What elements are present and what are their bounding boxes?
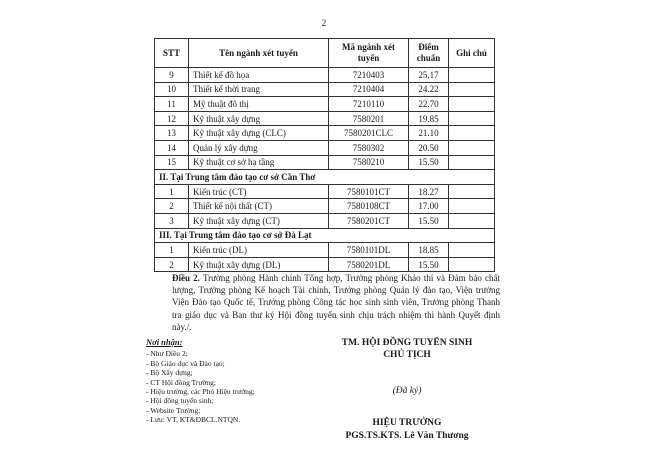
recipients-block: [146, 338, 316, 425]
cell-score: 17.00: [409, 199, 449, 214]
article-2-paragraph: [154, 272, 500, 333]
cell-score: 15.50: [409, 257, 449, 272]
cell-stt: 1: [155, 184, 189, 199]
cell-note: [449, 126, 495, 141]
recipients-title: Nơi nhận:: [146, 337, 183, 347]
cell-score: 18.27: [409, 184, 449, 199]
cell-major-name: Kỹ thuật xây dựng: [189, 111, 329, 126]
section-row-can-tho: [155, 170, 495, 185]
cell-score: 19.85: [409, 111, 449, 126]
cell-score: 21.10: [409, 126, 449, 141]
cell-major-code: 7580108CT: [329, 199, 409, 214]
cell-major-code: 7210110: [329, 97, 409, 112]
recipient-item: - Bộ Giáo dục và Đào tạo;: [146, 358, 225, 368]
cell-note: [449, 140, 495, 155]
table-row: [155, 82, 495, 97]
section-title: III. Tại Trung tâm đào tạo cơ sở Đà Lạt: [155, 228, 495, 243]
cell-major-code: 7580101CT: [329, 184, 409, 199]
table-row: [155, 184, 495, 199]
header-note: Ghi chú: [449, 39, 495, 68]
cell-major-name: Kiến trúc (DL): [189, 243, 329, 258]
cell-major-code: 7580302: [329, 140, 409, 155]
cell-major-code: 7580210: [329, 155, 409, 170]
cell-major-code: 7210404: [329, 82, 409, 97]
admission-scores-table: [154, 38, 495, 272]
cell-major-name: Thiết kế thời trang: [189, 82, 329, 97]
recipient-item: - CT Hội đồng Trường;: [146, 377, 216, 387]
table-row: [155, 199, 495, 214]
recipient-item: - Như Điều 2;: [146, 349, 188, 359]
cell-major-code: 7580101DL: [329, 243, 409, 258]
cell-stt: 15: [155, 155, 189, 170]
page-number: 2: [321, 18, 327, 28]
cell-score: 15.50: [409, 155, 449, 170]
cell-stt: 3: [155, 213, 189, 228]
signature-role: CHỦ TỊCH: [383, 350, 431, 360]
cell-major-code: 7580201CLC: [329, 126, 409, 141]
table-row: [155, 213, 495, 228]
cell-major-name: Kiến trúc (CT): [189, 184, 329, 199]
header-stt: STT: [155, 39, 189, 68]
recipient-item: - Lưu: VT, KT&ĐBCL.NTQN.: [146, 415, 241, 425]
section-row-da-lat: [155, 228, 495, 243]
article-2-text: Trường phòng Hành chính Tổng hợp, Trưởng phòng Khảo thí và Đảm bảo chất lượng, Trưởng phòng Kế hoạch Tài chính, Trưởng phòng Quản lý đào tạo, Viện trưởng Viện Đào tạo Quốc tế, Trưởng phòng Công tác học sinh sinh viên, Trưởng phòng Thanh tra giáo dục và Ban thư ký Hội đồng tuyển sinh chịu trách nhiệm thi hành Quyết định này./.: [172, 273, 500, 332]
cell-note: [449, 111, 495, 126]
cell-major-name: Thiết kế đồ họa: [189, 68, 329, 83]
recipient-item: - Hiệu trưởng, các Phó Hiệu trưởng;: [146, 387, 255, 397]
table-row: [155, 111, 495, 126]
table-row: [155, 140, 495, 155]
cell-note: [449, 184, 495, 199]
table-row: [155, 97, 495, 112]
cell-major-code: 7580201DL: [329, 257, 409, 272]
recipient-item: - Website Trường;: [146, 405, 201, 415]
cell-stt: 13: [155, 126, 189, 141]
signature-name: PGS.TS.KTS. Lê Văn Thương: [345, 431, 469, 441]
cell-score: 15.50: [409, 213, 449, 228]
table-row: [155, 257, 495, 272]
table-row: [155, 243, 495, 258]
cell-note: [449, 243, 495, 258]
cell-score: 22.70: [409, 97, 449, 112]
cell-stt: 11: [155, 97, 189, 112]
cell-note: [449, 155, 495, 170]
table-row: [155, 155, 495, 170]
table-row: [155, 68, 495, 83]
cell-major-name: Quản lý xây dựng: [189, 140, 329, 155]
cell-score: 20.50: [409, 140, 449, 155]
cell-major-code: 7580201CT: [329, 213, 409, 228]
section-title: II. Tại Trung tâm đào tạo cơ sở Cần Thơ: [155, 170, 495, 185]
cell-major-name: Mỹ thuật đô thị: [189, 97, 329, 112]
article-2-label: Điều 2.: [172, 273, 200, 283]
cell-stt: 14: [155, 140, 189, 155]
cell-note: [449, 82, 495, 97]
cell-stt: 1: [155, 243, 189, 258]
cell-note: [449, 97, 495, 112]
cell-major-name: Thiết kế nội thất (CT): [189, 199, 329, 214]
recipients-list: [146, 349, 316, 424]
cell-stt: 10: [155, 82, 189, 97]
cell-stt: 12: [155, 111, 189, 126]
cell-major-code: 7580201: [329, 111, 409, 126]
cell-stt: 2: [155, 199, 189, 214]
cell-note: [449, 257, 495, 272]
cell-stt: 9: [155, 68, 189, 83]
table-header-row: [155, 39, 495, 68]
cell-stt: 2: [155, 257, 189, 272]
cell-score: 24.22: [409, 82, 449, 97]
cell-note: [449, 199, 495, 214]
header-score: Điểm chuẩn: [409, 39, 449, 68]
cell-major-code: 7210403: [329, 68, 409, 83]
table-row: [155, 126, 495, 141]
cell-major-name: Kỹ thuật xây dựng (CLC): [189, 126, 329, 141]
cell-major-name: Kỹ thuật cơ sở hạ tầng: [189, 155, 329, 170]
cell-score: 18.85: [409, 243, 449, 258]
header-major-name: Tên ngành xét tuyển: [189, 39, 329, 68]
signature-signed-note: (Đã ký): [392, 386, 422, 396]
cell-score: 25.17: [409, 68, 449, 83]
recipient-item: - Bộ Xây dựng;: [146, 368, 193, 378]
header-major-code: Mã ngành xét tuyển: [329, 39, 409, 68]
recipient-item: - Hội đồng tuyển sinh;: [146, 396, 214, 406]
signature-org: TM. HỘI ĐỒNG TUYỂN SINH: [341, 338, 473, 348]
cell-major-name: Kỹ thuật xây dựng (CT): [189, 213, 329, 228]
cell-note: [449, 68, 495, 83]
signature-position: HIỆU TRƯỞNG: [372, 418, 442, 428]
cell-note: [449, 213, 495, 228]
cell-major-name: Kỹ thuật xây dựng (DL): [189, 257, 329, 272]
